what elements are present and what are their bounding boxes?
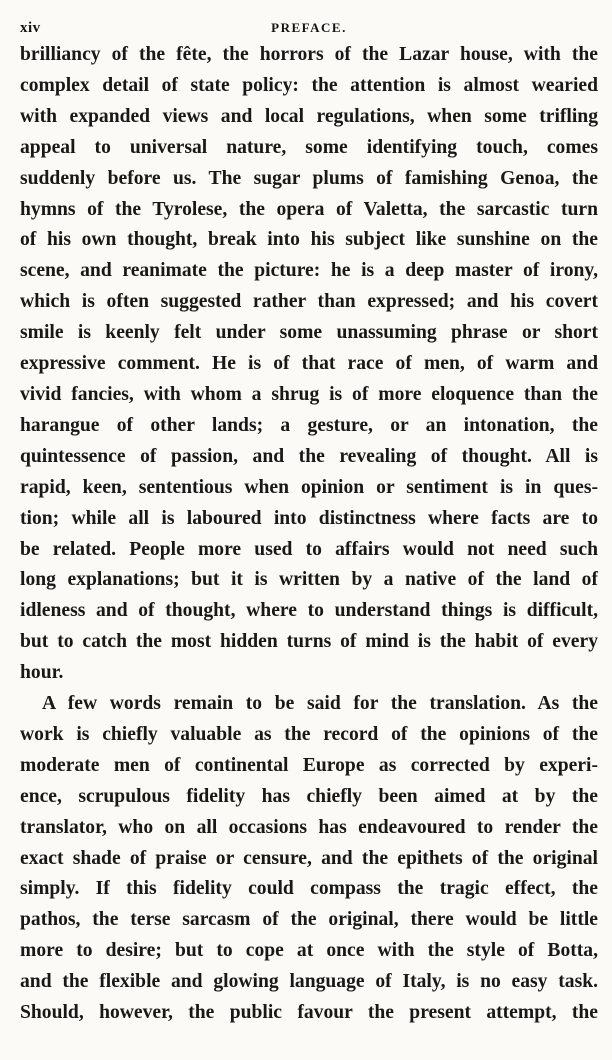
text-line: harangue of other lands; a gesture, or an intonation, the — [20, 414, 598, 436]
text-line: appeal to universal nature, some identifying touch, comes — [20, 136, 598, 158]
running-title: PREFACE. — [271, 20, 347, 35]
text-line: quintessence of passion, and the revealing of thought. All is — [20, 445, 598, 467]
text-line: and the flexible and glowing language of Italy, is no easy task. — [20, 971, 598, 993]
page-number: xiv — [20, 20, 41, 36]
text-line: pathos, the terse sarcasm of the original, there would be little — [20, 909, 598, 931]
text-line: tion; while all is laboured into distinctness where facts are to — [20, 507, 598, 529]
text-line: expressive comment. He is of that race of men, of warm and — [20, 353, 598, 375]
text-line: exact shade of praise or censure, and the epithets of the original — [20, 847, 598, 869]
text-line: with expanded views and local regulations, when some trifling — [20, 105, 598, 127]
text-line: moderate men of continental Europe as corrected by experi- — [20, 754, 598, 776]
body-text — [20, 40, 598, 1029]
text-line: complex detail of state policy: the attention is almost wearied — [20, 74, 598, 96]
text-line: Should, however, the public favour the present attempt, the — [20, 1002, 598, 1024]
text-line: vivid fancies, with whom a shrug is of more eloquence than the — [20, 383, 598, 405]
text-line: smile is keenly felt under some unassuming phrase or short — [20, 322, 598, 344]
text-line: idleness and of thought, where to understand things is difficult, — [20, 600, 598, 622]
text-line: long explanations; but it is written by a native of the land of — [20, 569, 598, 591]
text-line: A few words remain to be said for the translation. As the — [42, 693, 598, 715]
text-line: rapid, keen, sententious when opinion or sentiment is in ques- — [20, 476, 598, 498]
text-line: which is often suggested rather than expressed; and his covert — [20, 291, 598, 313]
text-line: ence, scrupulous fidelity has chiefly been aimed at by the — [20, 785, 598, 807]
text-line: scene, and reanimate the picture: he is a deep master of irony, — [20, 260, 598, 282]
running-head — [20, 12, 598, 40]
paragraph-1 — [20, 40, 598, 689]
text-line: work is chiefly valuable as the record of the opinions of the — [20, 723, 598, 745]
text-line: more to desire; but to cope at once with the style of Botta, — [20, 940, 598, 962]
text-line: hymns of the Tyrolese, the opera of Valetta, the sarcastic turn — [20, 198, 598, 220]
text-line: simply. If this fidelity could compass the tragic effect, the — [20, 878, 598, 900]
text-line: of his own thought, break into his subject like sunshine on the — [20, 229, 598, 251]
text-line: translator, who on all occasions has endeavoured to render the — [20, 816, 598, 838]
text-line: but to catch the most hidden turns of mind is the habit of every — [20, 631, 598, 653]
text-line: suddenly before us. The sugar plums of famishing Genoa, the — [20, 167, 598, 189]
text-line: hour. — [20, 662, 64, 684]
text-line: be related. People more used to affairs would not need such — [20, 538, 598, 560]
paragraph-2 — [20, 689, 598, 1029]
text-line: brilliancy of the fête, the horrors of the Lazar house, with the — [20, 44, 598, 65]
